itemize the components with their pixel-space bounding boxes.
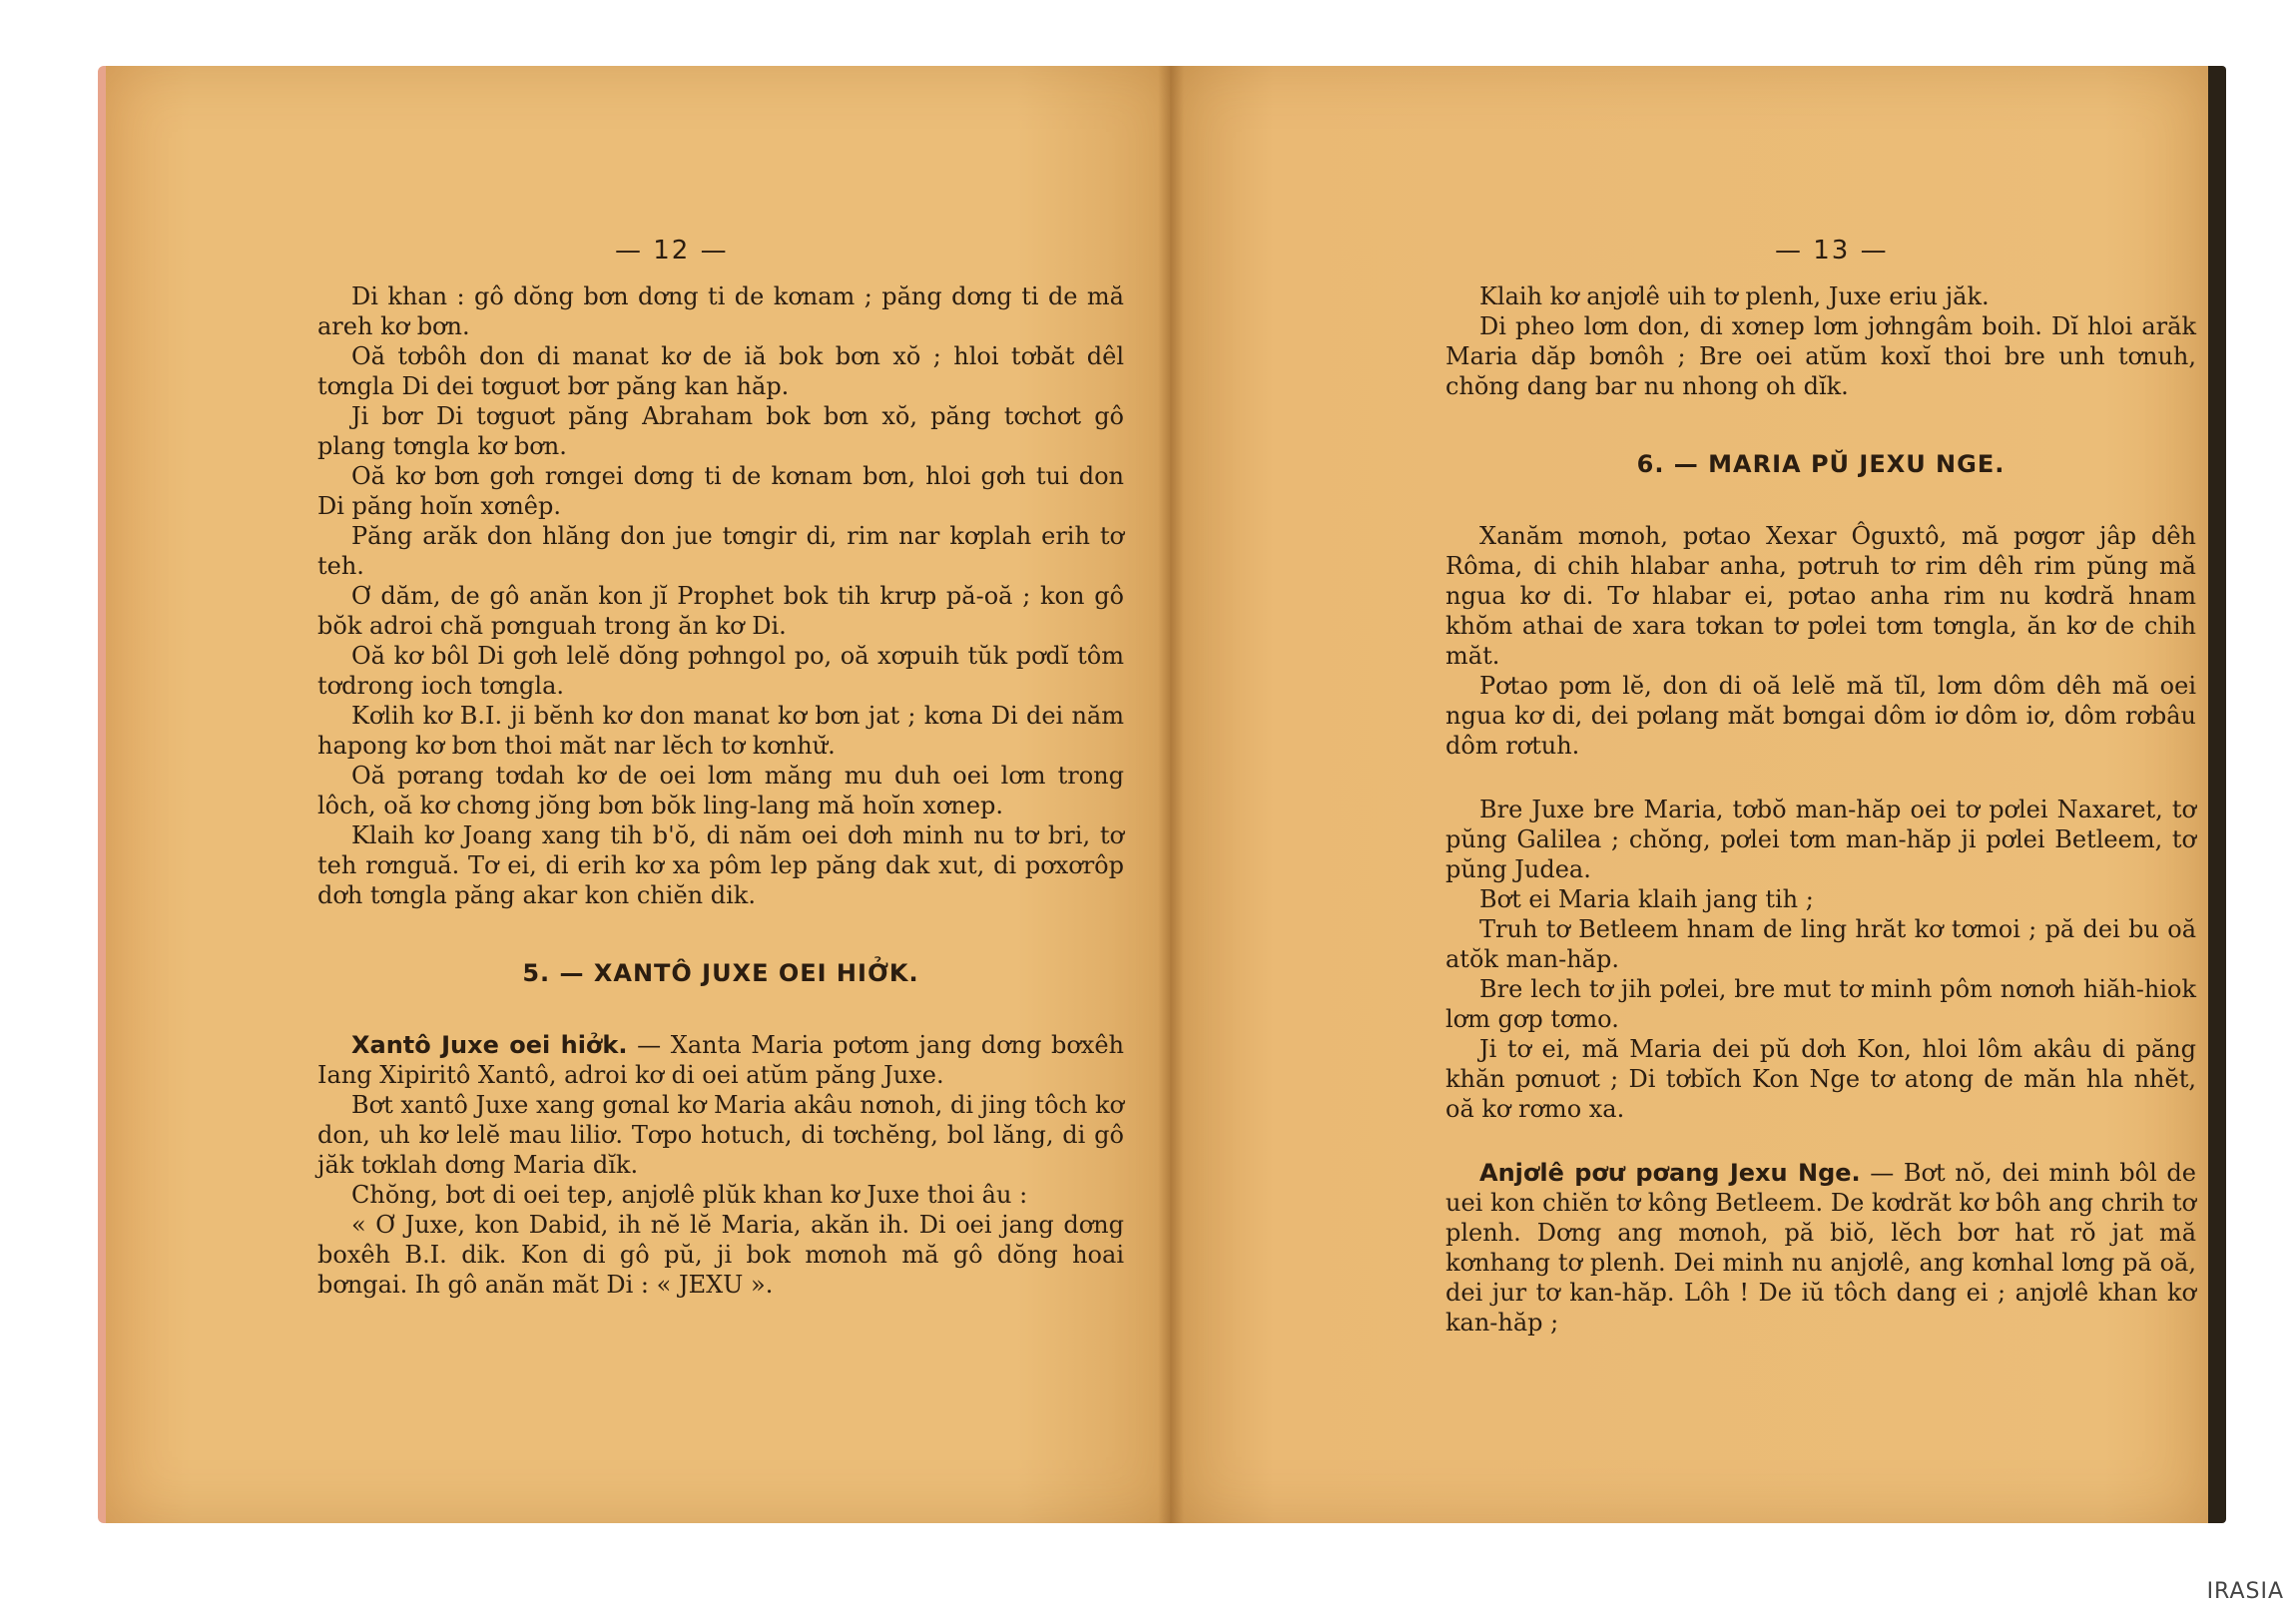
paragraph: Oă pơrang tơdah kơ de oei lơm măng mu duh oei lơm trong lôch, oă kơ chơng jŏng bơn bŏk ling-lang mă hoĭn xơnep. — [317, 762, 1124, 819]
paragraph: Păng arăk don hlăng don jue tơngir di, rim nar kơplah erih tơ teh. — [317, 522, 1124, 580]
watermark: IRASIA — [2206, 1579, 2284, 1604]
run-in-heading: Xantô Juxe oei hiởk. — [351, 1031, 628, 1059]
page-number-13: — 13 — — [1775, 236, 1889, 266]
paragraph: Bre Juxe bre Maria, tơbŏ man-hăp oei tơ pơlei Naxaret, tơ pŭng Galilea ; chŏng, pơlei tơm man-hăp ji pơlei Betleem, tơ pŭng Judea. — [1445, 796, 2196, 883]
paragraph: Bơt xantô Juxe xang gơnal kơ Maria akâu nơnoh, di jing tôch kơ don, uh kơ lelĕ mau liliơ. Tơpo hotuch, di tơchĕng, bol lăng, di gô jăk tơklah dơng Maria dĭk. — [317, 1091, 1124, 1179]
paragraph: Klaih kơ anjơlê uih tơ plenh, Juxe eriu jăk. — [1479, 282, 1990, 310]
paragraph-text: — Bơt nŏ, dei minh bôl de uei kon chiĕn tơ kông Betleem. De kơdrăt kơ bôh ang chrih tơ plenh. Dơng ang mơnoh, pă biŏ, lĕch bơr hat rŏ jat mă kơnhang tơ plenh. Dei minh nu anjơlê, ang kơnhal lơng pă oă, dei jur tơ kan-hăp. Lôh ! De iŭ tôch dang ei ; anjơlê khan kơ kan-hăp ; — [1445, 1159, 2196, 1337]
paragraph: Oă kơ bơn gơh rơngei dơng ti de kơnam bơn, hloi gơh tui don Di păng hoĭn xơnêp. — [317, 462, 1124, 520]
paragraph — [317, 1030, 1124, 1090]
paragraph: Ơ dăm, de gô anăn kon jĭ Prophet bok tih krưp pă-oă ; kon gô bŏk adroi chă pơnguah trong ăn kơ Di. — [317, 582, 1124, 640]
paragraph-gap — [1445, 761, 2196, 795]
paragraph: Chŏng, bơt di oei tep, anjơlê plŭk khan kơ Juxe thoi âu : — [351, 1181, 1028, 1209]
left-page-text — [317, 236, 1124, 1300]
paragraph: Di khan : gô dŏng bơn dơng ti de kơnam ; păng dơng ti de mă areh kơ bơn. — [317, 282, 1124, 340]
run-in-heading: Anjơlê pơư pơang Jexu Nge. — [1479, 1159, 1861, 1187]
open-book — [98, 66, 2226, 1523]
paragraph: Pơtao pơm lĕ, don di oă lelĕ mă tĭl, lơm dôm dêh mă oei ngua kơ di, dei pơlang măt bơngai dôm iơ dôm iơ, dôm rơbâu dôm rơtuh. — [1445, 672, 2196, 760]
left-page — [98, 66, 1178, 1523]
paragraph: Kơlih kơ B.I. ji bĕnh kơ don manat kơ bơn jat ; kơna Di dei năm hapong kơ bơn thoi măt nar lĕch tơ kơnhư̆. — [317, 702, 1124, 760]
paragraph: « Ơ Juxe, kon Dabid, ih nĕ lĕ Maria, akăn ih. Di oei jang dơng boxêh B.I. dik. Kon di gô pŭ, ji bok mơnoh mă gô dŏng hoai bơngai. Ih gô anăn măt Di : « JEXU ». — [317, 1211, 1124, 1299]
paragraph: Ji bơr Di tơguơt păng Abraham bok bơn xŏ, păng tơchơt gô plang tơngla kơ bơn. — [317, 402, 1124, 460]
right-page — [1170, 66, 2226, 1523]
paragraph: Di pheo lơm don, di xơnep lơm jơhngâm boih. Dĭ hloi arăk Maria dăp bơnôh ; Bre oei atŭm koxĭ thoi bre unh tơnuh, chŏng dang bar nu nhong oh dĭk. — [1445, 312, 2196, 400]
paragraph — [1445, 1158, 2196, 1338]
paragraph: Bơt ei Maria klaih jang tih ; — [1479, 885, 1814, 913]
paragraph: Klaih kơ Joang xang tih b'ŏ, di năm oei dơh minh nu tơ bri, tơ teh rơnguă. Tơ ei, di erih kơ xa pôm lep păng dak xut, di pơxơrôp dơh tơngla păng akar kon chiĕn dik. — [317, 821, 1124, 909]
paragraph: Ji tơ ei, mă Maria dei pŭ dơh Kon, hloi lôm akâu di păng khăn pơnuơt ; Di tơbĭch Kon Nge tơ atong de măn hla nhĕt, oă kơ rơmo xa. — [1445, 1035, 2196, 1123]
paragraph: Xanăm mơnoh, pơtao Xexar Ôguxtô, mă pơgơr jâp dêh Rôma, di chih hlabar anha, pơtruh tơ rim dêh rim pŭng mă ngua kơ di. Tơ hlabar ei, pơtao anha rim nu kơdră hnam khŏm athai de xara tơkan tơ pơlei tơm tơngla, ăn kơ de chih măt. — [1445, 522, 2196, 670]
section-heading-6: 6. — MARIA PŬ JEXU NGE. — [1636, 450, 2006, 478]
paragraph-text: — Xanta Maria pơtơm jang dơng bơxêh Iang Xipiritô Xantô, adroi kơ di oei atŭm păng Juxe. — [317, 1031, 1124, 1089]
page-number-12: — 12 — — [615, 236, 729, 266]
paragraph: Oă kơ bôl Di gơh lelĕ dŏng pơhngol po, oă xơpuih tŭk pơdĭ tôm tơdrong ioch tơngla. — [317, 642, 1124, 700]
paragraph: Bre lech tơ jih pơlei, bre mut tơ minh pôm nơnơh hiăh-hiok lơm gơp tơmo. — [1445, 975, 2196, 1033]
book-gutter — [1158, 66, 1184, 1523]
paragraph: Oă tơbôh don di manat kơ de iă bok bơn xŏ ; hloi tơbăt dêl tơngla Di dei tơguơt bơr păng kan hăp. — [317, 342, 1124, 400]
paragraph-gap — [1445, 1124, 2196, 1158]
right-page-text — [1445, 236, 2196, 1338]
section-heading-5: 5. — XANTÔ JUXE OEI HIỞK. — [522, 959, 919, 987]
paragraph: Truh tơ Betleem hnam de ling hrăt kơ tơmoi ; pă dei bu oă atŏk man-hăp. — [1445, 915, 2196, 973]
